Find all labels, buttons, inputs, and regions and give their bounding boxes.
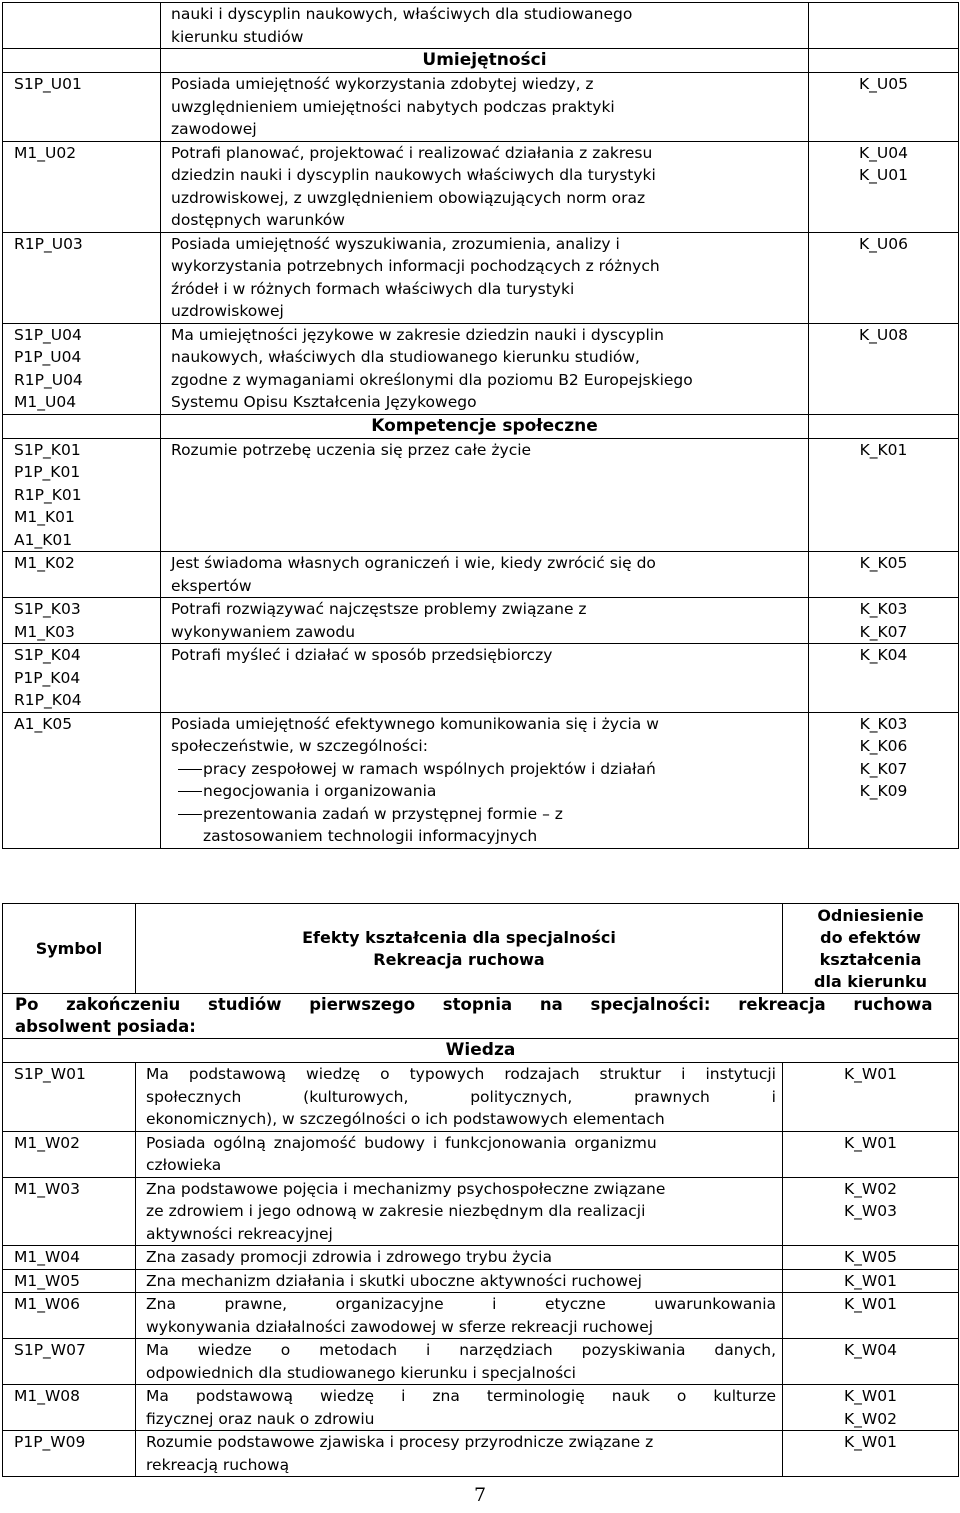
knowledge-table (2, 903, 959, 1477)
description-cell: Ma wiedze o metodach i narzędziach pozyskiwania danych, odpowiednich dla studiowanego kierunku i specjalności (136, 1339, 783, 1385)
header-symbol: Symbol (3, 904, 136, 994)
reference-cell: K_W01 (783, 1063, 959, 1132)
symbol-cell: M1_W08 (3, 1385, 136, 1431)
symbol-cell: M1_W05 (3, 1269, 136, 1293)
table-row (3, 232, 959, 323)
table-row (3, 1431, 959, 1477)
symbol-cell: M1_W06 (3, 1293, 136, 1339)
reference-cell: K_K03 K_K06 K_K07 K_K09 (809, 712, 959, 848)
symbol-cell: S1P_U01 (3, 73, 161, 142)
description-cell: Zna zasady promocji zdrowia i zdrowego trybu życia (136, 1246, 783, 1270)
intro-text: Po zakończeniu studiów pierwszego stopnia na specjalności: rekreacja ruchowa absolwent posiada: (3, 994, 959, 1039)
symbol-cell: S1P_K01 P1P_K01 R1P_K01 M1_K01 A1_K01 (3, 438, 161, 552)
reference-cell: K_K03 K_K07 (809, 598, 959, 644)
table-row (3, 552, 959, 598)
reference-cell: K_U08 (809, 323, 959, 414)
description-cell: Potrafi planować, projektować i realizować działania z zakresu dziedzin nauki i dyscyplin naukowych właściwych dla turystyki uzdrowiskowej, z uwzględnieniem obowiązujących norm oraz dostępnych warunków (161, 141, 809, 232)
symbol-cell: M1_U02 (3, 141, 161, 232)
intro-row (3, 994, 959, 1039)
symbol-cell: S1P_U04 P1P_U04 R1P_U04 M1_U04 (3, 323, 161, 414)
bullet-item: pracy zespołowej w ramach wspólnych projektów i działań (171, 758, 802, 781)
description-cell: Zna podstawowe pojęcia i mechanizmy psychospołeczne związane ze zdrowiem i jego odnową w zakresie niezbędnym dla realizacji aktywności rekreacyjnej (136, 1177, 783, 1246)
table-row (3, 1063, 959, 1132)
reference-cell: K_W01 (783, 1269, 959, 1293)
description-cell: Posiada umiejętność wyszukiwania, zrozumienia, analizy i wykorzystania potrzebnych informacji pochodzących z różnych źródeł i w różnych formach właściwych dla turystyki uzdrowiskowej (161, 232, 809, 323)
symbol-cell: P1P_W09 (3, 1431, 136, 1477)
reference-cell: K_W04 (783, 1339, 959, 1385)
symbol-cell: A1_K05 (3, 712, 161, 848)
reference-cell: K_U06 (809, 232, 959, 323)
table-row (3, 1177, 959, 1246)
table-row (3, 1246, 959, 1270)
table-row (3, 598, 959, 644)
symbol-cell: M1_W04 (3, 1246, 136, 1270)
table-row (3, 1131, 959, 1177)
symbol-cell: S1P_W07 (3, 1339, 136, 1385)
symbol-cell: S1P_K03 M1_K03 (3, 598, 161, 644)
reference-cell: K_W01 (783, 1293, 959, 1339)
symbol-cell: M1_W03 (3, 1177, 136, 1246)
table-row (3, 644, 959, 713)
description-cell: Rozumie potrzebę uczenia się przez całe życie (161, 438, 809, 552)
description-cell: Potrafi rozwiązywać najczęstsze problemy związane z wykonywaniem zawodu (161, 598, 809, 644)
description-cell: Ma umiejętności językowe w zakresie dziedzin nauki i dyscyplin naukowych, właściwych dla studiowanego kierunku studiów, zgodne z wymaganiami określonymi dla poziomu B2 Europejskiego Systemu Opisu Kształcenia Językowego (161, 323, 809, 414)
description-cell: Posiada ogólną znajomość budowy i funkcjonowania organizmu człowieka (136, 1131, 783, 1177)
symbol-cell: S1P_W01 (3, 1063, 136, 1132)
description-cell: Jest świadoma własnych ograniczeń i wie, kiedy zwrócić się do ekspertów (161, 552, 809, 598)
symbol-cell: M1_K02 (3, 552, 161, 598)
section-title-skills: Umiejętności (161, 49, 809, 73)
reference-cell: K_W02 K_W03 (783, 1177, 959, 1246)
header-effects: Efekty kształcenia dla specjalności Rekreacja ruchowa (136, 904, 783, 994)
description-cell: Ma podstawową wiedzę i zna terminologię nauk o kulturze fizycznej oraz nauk o zdrowiu (136, 1385, 783, 1431)
description-cell: Rozumie podstawowe zjawiska i procesy przyrodnicze związane z rekreacją ruchową (136, 1431, 783, 1477)
reference-cell: K_K05 (809, 552, 959, 598)
description-cell: Potrafi myśleć i działać w sposób przedsiębiorczy (161, 644, 809, 713)
reference-cell: K_W01 K_W02 (783, 1385, 959, 1431)
description-cell: Posiada umiejętność efektywnego komunikowania się i życia w społeczeństwie, w szczególności: pracy zespołowej w ramach wspólnych projektów i działań negocjowania i organizowania prezentowania zadań w przystępnej formie – z zastosowaniem technologii informacyjnych (161, 712, 809, 848)
section-row (3, 414, 959, 438)
reference-cell: K_W01 (783, 1431, 959, 1477)
reference-cell: K_W01 (783, 1131, 959, 1177)
description-cell: Zna mechanizm działania i skutki uboczne aktywności ruchowej (136, 1269, 783, 1293)
reference-cell: K_K01 (809, 438, 959, 552)
table-row (3, 1385, 959, 1431)
table-row (3, 323, 959, 414)
table-row (3, 1269, 959, 1293)
table-row: nauki i dyscyplin naukowych, właściwych dla studiowanego kierunku studiów (3, 3, 959, 49)
description-cell: Zna prawne, organizacyjne i etyczne uwarunkowania wykonywania działalności zawodowej w sferze rekreacji ruchowej (136, 1293, 783, 1339)
symbol-cell: S1P_K04 P1P_K04 R1P_K04 (3, 644, 161, 713)
header-row (3, 904, 959, 994)
table-row (3, 1293, 959, 1339)
table-row (3, 438, 959, 552)
reference-cell: K_U04 K_U01 (809, 141, 959, 232)
bullet-item: negocjowania i organizowania (171, 780, 802, 803)
section-row (3, 49, 959, 73)
reference-cell: K_W05 (783, 1246, 959, 1270)
description-cell: Ma podstawową wiedzę o typowych rodzajach struktur i instytucji społecznych (kulturowych, politycznych, prawnych i ekonomicznych), w szczególności o ich podstawowych elementach (136, 1063, 783, 1132)
header-reference: Odniesienie do efektów kształcenia dla kierunku (783, 904, 959, 994)
symbol-cell: M1_W02 (3, 1131, 136, 1177)
section-row (3, 1039, 959, 1063)
page-number: 7 (473, 1484, 487, 1506)
bullet-item: prezentowania zadań w przystępnej formie – z zastosowaniem technologii informacyjnych (171, 803, 802, 848)
description-cell: Posiada umiejętność wykorzystania zdobytej wiedzy, z uwzględnieniem umiejętności nabytych podczas praktyki zawodowej (161, 73, 809, 142)
section-title-social: Kompetencje społeczne (161, 414, 809, 438)
table-row (3, 73, 959, 142)
table-row (3, 141, 959, 232)
skills-competences-table (2, 2, 959, 849)
symbol-cell: R1P_U03 (3, 232, 161, 323)
reference-cell: K_K04 (809, 644, 959, 713)
table-row (3, 712, 959, 848)
reference-cell: K_U05 (809, 73, 959, 142)
section-title-knowledge: Wiedza (3, 1039, 959, 1063)
table-row (3, 1339, 959, 1385)
